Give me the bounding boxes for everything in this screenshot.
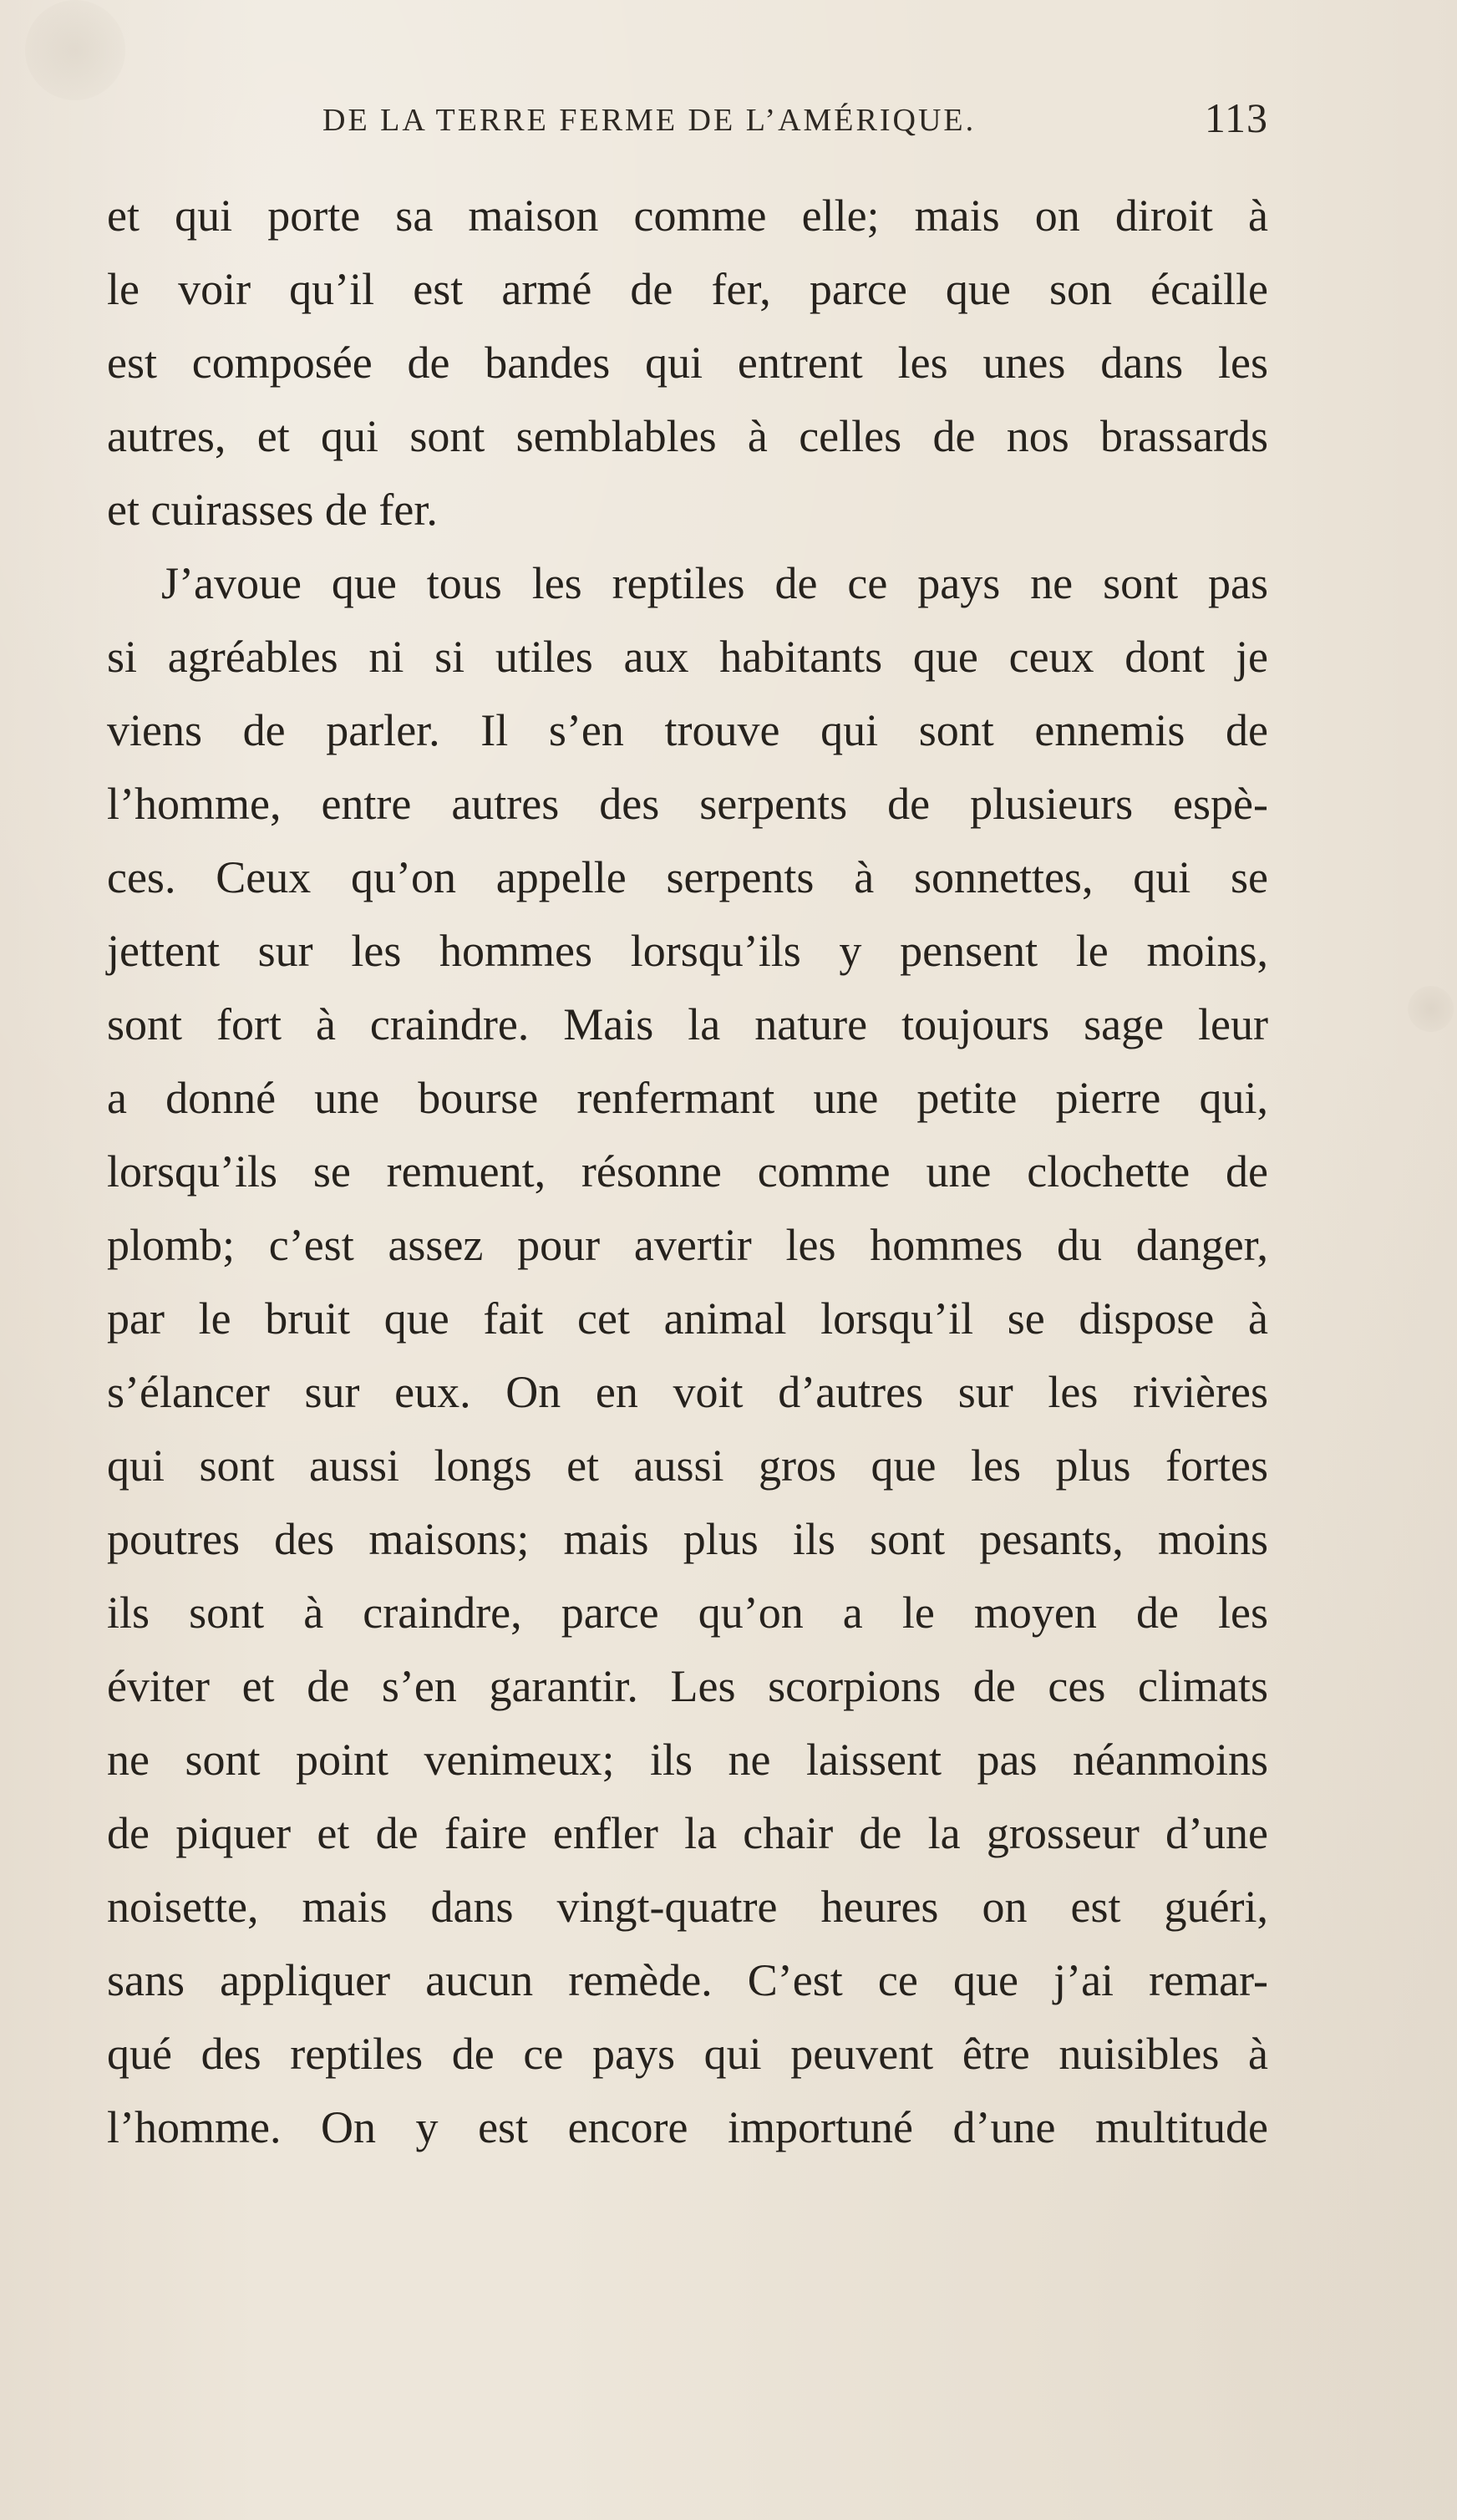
text-line: plomb; c’est assez pour avertir les hommes du danger, [107,1220,1268,1270]
text-line: ne sont point venimeux; ils ne laissent pas néanmoins [107,1735,1268,1785]
text-line: si agréables ni si utiles aux habitants que ceux dont je [107,632,1268,682]
text-line: sans appliquer aucun remède. C’est ce que j’ai remar- [107,1955,1268,2005]
text-line: l’homme. On y est encore importuné d’une multitude [107,2102,1268,2152]
paragraph-reptiles [107,546,1268,2164]
text-line: jettent sur les hommes lorsqu’ils y pensent le moins, [107,926,1268,976]
text-line: ces. Ceux qu’on appelle serpents à sonnettes, qui se [107,852,1268,902]
text-line: par le bruit que fait cet animal lorsqu’il se dispose à [107,1293,1268,1344]
body-text [107,179,1268,2164]
paper-stain-right-margin [1408,986,1454,1032]
text-line: est composée de bandes qui entrent les unes dans les [107,338,1268,388]
text-line: J’avoue que tous les reptiles de ce pays ne sont pas [161,558,1268,608]
text-line: qui sont aussi longs et aussi gros que les plus fortes [107,1440,1268,1491]
paper-stain-top-left [25,0,125,100]
text-line: s’élancer sur eux. On en voit d’autres sur les rivières [107,1367,1268,1417]
text-line: a donné une bourse renfermant une petite pierre qui, [107,1073,1268,1123]
running-head [107,94,1268,160]
page-number: 113 [1204,94,1268,141]
text-line: viens de parler. Il s’en trouve qui sont ennemis de [107,705,1268,755]
text-line: noisette, mais dans vingt-quatre heures on est guéri, [107,1882,1268,1932]
text-line: autres, et qui sont semblables à celles de nos brassards [107,411,1268,461]
text-line: et qui porte sa maison comme elle; mais on diroit à [107,191,1268,241]
text-line: lorsqu’ils se remuent, résonne comme une clochette de [107,1146,1268,1196]
running-title: DE LA TERRE FERME DE L’AMÉRIQUE. [322,103,977,138]
text-line: sont fort à craindre. Mais la nature toujours sage leur [107,999,1268,1049]
text-line: l’homme, entre autres des serpents de plusieurs espè- [107,779,1268,829]
text-line: poutres des maisons; mais plus ils sont pesants, moins [107,1514,1268,1564]
text-line: ils sont à craindre, parce qu’on a le moyen de les [107,1588,1268,1638]
text-line: et cuirasses de fer. [107,485,438,535]
text-line: le voir qu’il est armé de fer, parce que son écaille [107,264,1268,314]
text-line: de piquer et de faire enfler la chair de la grosseur d’une [107,1808,1268,1858]
text-line: éviter et de s’en garantir. Les scorpions de ces climats [107,1661,1268,1711]
text-line: qué des reptiles de ce pays qui peuvent être nuisibles à [107,2029,1268,2079]
paragraph-continuation [107,179,1268,546]
